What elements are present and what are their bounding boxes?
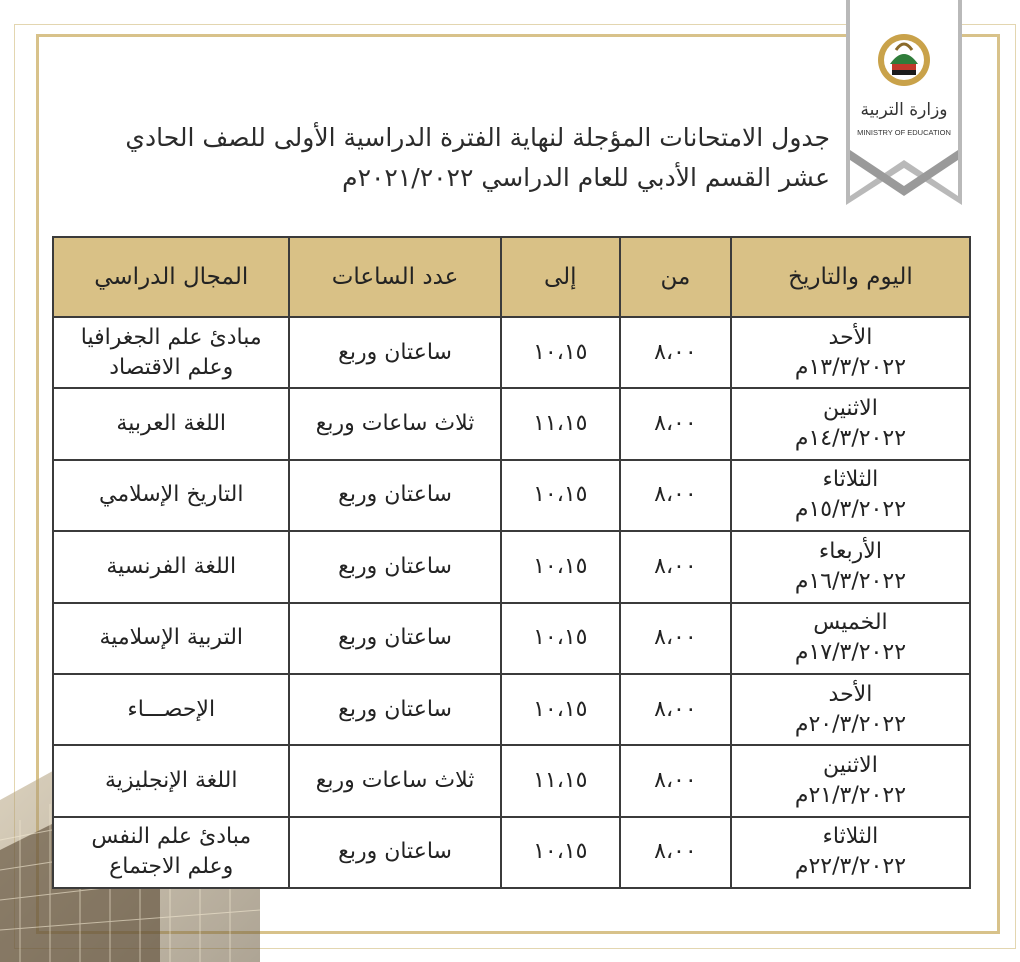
- header-to: إلى: [501, 237, 620, 317]
- ministry-logo-ribbon: [846, 0, 962, 205]
- subject-line-1: اللغة الإنجليزية: [105, 767, 238, 793]
- day-date-cell: [731, 745, 970, 816]
- exam-date: ١٤/٣/٢٠٢٢م: [794, 426, 907, 452]
- subject-cell: [53, 603, 289, 674]
- hours-cell: ساعتان وربع: [289, 317, 500, 388]
- subject-line-1: اللغة العربية: [116, 411, 227, 437]
- table-row: [53, 674, 970, 745]
- exam-schedule-table: [52, 236, 971, 889]
- from-cell: ٨،٠٠: [620, 745, 731, 816]
- to-cell: ١٠،١٥: [501, 603, 620, 674]
- subject-line-2: وعلم الاقتصاد: [109, 354, 234, 380]
- hours-cell: ساعتان وربع: [289, 674, 500, 745]
- subject-line-2: وعلم الاجتماع: [109, 854, 234, 880]
- day-date-cell: [731, 388, 970, 459]
- subject-cell: [53, 674, 289, 745]
- table-row: [53, 603, 970, 674]
- table-row: [53, 531, 970, 602]
- subject-cell: [53, 317, 289, 388]
- day-date-cell: [731, 603, 970, 674]
- subject-cell: [53, 531, 289, 602]
- day-name: الأربعاء: [818, 538, 882, 564]
- day-date-cell: [731, 817, 970, 888]
- to-cell: ١٠،١٥: [501, 317, 620, 388]
- day-name: الثلاثاء: [822, 467, 879, 493]
- day-name: الأحد: [828, 324, 873, 350]
- to-cell: ١٠،١٥: [501, 674, 620, 745]
- header-day-date: اليوم والتاريخ: [731, 237, 970, 317]
- hours-cell: ثلاث ساعات وربع: [289, 388, 500, 459]
- day-date-cell: [731, 531, 970, 602]
- ministry-name-en: MINISTRY OF EDUCATION: [857, 128, 951, 137]
- hours-cell: ساعتان وربع: [289, 817, 500, 888]
- from-cell: ٨،٠٠: [620, 817, 731, 888]
- header-hours: عدد الساعات: [289, 237, 500, 317]
- header-from: من: [620, 237, 731, 317]
- table-row: [53, 817, 970, 888]
- from-cell: ٨،٠٠: [620, 388, 731, 459]
- page-title: [60, 118, 830, 198]
- hours-cell: ساعتان وربع: [289, 460, 500, 531]
- ministry-name-ar: وزارة التربية: [860, 100, 948, 120]
- to-cell: ١١،١٥: [501, 745, 620, 816]
- table-row: [53, 388, 970, 459]
- subject-cell: [53, 817, 289, 888]
- header-subject: المجال الدراسي: [53, 237, 289, 317]
- subject-line-1: التاريخ الإسلامي: [99, 482, 244, 508]
- title-line-1: جدول الامتحانات المؤجلة لنهاية الفترة الدراسية الأولى للصف الحادي: [125, 123, 830, 152]
- to-cell: ١٠،١٥: [501, 531, 620, 602]
- from-cell: ٨،٠٠: [620, 317, 731, 388]
- hours-cell: ثلاث ساعات وربع: [289, 745, 500, 816]
- subject-cell: [53, 460, 289, 531]
- to-cell: ١١،١٥: [501, 388, 620, 459]
- day-date-cell: [731, 674, 970, 745]
- table-row: [53, 317, 970, 388]
- subject-cell: [53, 745, 289, 816]
- exam-date: ٢١/٣/٢٠٢٢م: [794, 782, 907, 808]
- table-header-row: [53, 237, 970, 317]
- exam-date: ١٦/٣/٢٠٢٢م: [794, 568, 907, 594]
- subject-line-1: مبادئ علم النفس: [91, 824, 252, 850]
- subject-line-1: الإحصـــاء: [127, 696, 216, 722]
- hours-cell: ساعتان وربع: [289, 603, 500, 674]
- from-cell: ٨،٠٠: [620, 531, 731, 602]
- kuwait-emblem-icon: [874, 30, 934, 90]
- to-cell: ١٠،١٥: [501, 817, 620, 888]
- table-row: [53, 460, 970, 531]
- subject-cell: [53, 388, 289, 459]
- subject-line-1: مبادئ علم الجغرافيا: [80, 324, 262, 350]
- exam-date: ١٥/٣/٢٠٢٢م: [794, 497, 907, 523]
- exam-date: ١٧/٣/٢٠٢٢م: [794, 640, 907, 666]
- from-cell: ٨،٠٠: [620, 460, 731, 531]
- title-line-2: عشر القسم الأدبي للعام الدراسي ٢٠٢١/٢٠٢٢م: [342, 163, 830, 192]
- exam-date: ٢٠/٣/٢٠٢٢م: [794, 711, 907, 737]
- from-cell: ٨،٠٠: [620, 603, 731, 674]
- day-date-cell: [731, 317, 970, 388]
- day-name: الخميس: [813, 610, 888, 636]
- hours-cell: ساعتان وربع: [289, 531, 500, 602]
- subject-line-1: التربية الإسلامية: [99, 625, 244, 651]
- subject-line-1: اللغة الفرنسية: [106, 553, 237, 579]
- day-name: الثلاثاء: [822, 824, 879, 850]
- day-name: الاثنين: [823, 752, 878, 778]
- to-cell: ١٠،١٥: [501, 460, 620, 531]
- from-cell: ٨،٠٠: [620, 674, 731, 745]
- table-row: [53, 745, 970, 816]
- day-name: الاثنين: [823, 396, 878, 422]
- exam-date: ١٣/٣/٢٠٢٢م: [794, 354, 907, 380]
- day-date-cell: [731, 460, 970, 531]
- exam-date: ٢٢/٣/٢٠٢٢م: [794, 854, 907, 880]
- day-name: الأحد: [828, 681, 873, 707]
